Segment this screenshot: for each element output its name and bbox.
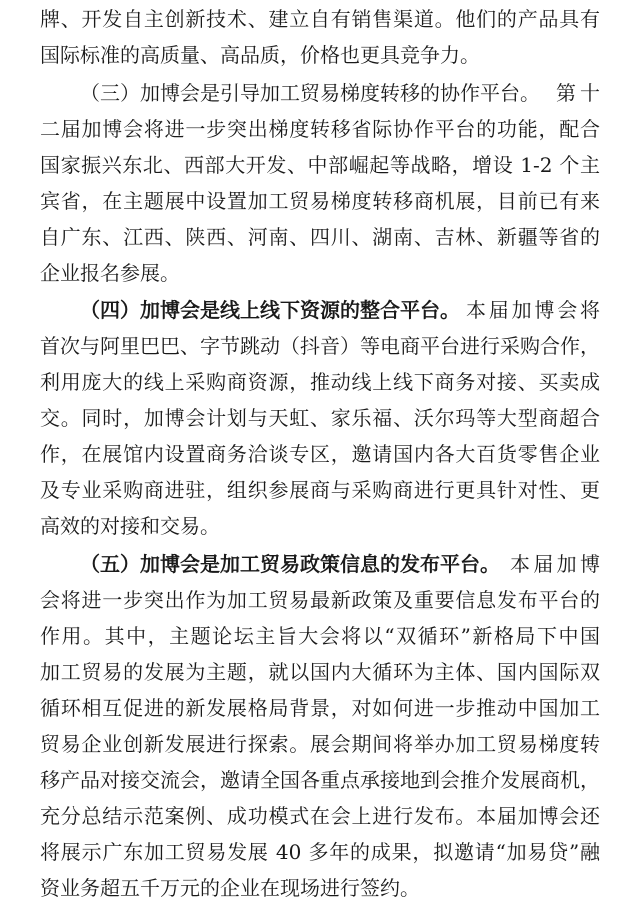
text-line: 宾省，在主题展中设置加工贸易梯度转移商机展，目前已有来 [40, 189, 600, 213]
paragraph-line [0, 691, 642, 725]
paragraph-line [0, 2, 642, 36]
paragraph-line [0, 763, 642, 797]
paragraph-line [0, 799, 642, 833]
text-line: 第十 [556, 81, 600, 105]
paragraph-line [0, 293, 642, 327]
paragraph-heading: （三）加博会是引导加工贸易梯度转移的协作平台。 [80, 81, 540, 105]
paragraph-heading: （四）加博会是线上线下资源的整合平台。 [80, 298, 460, 322]
paragraph-line [0, 473, 642, 507]
paragraph-line [0, 329, 642, 363]
paragraph-line [0, 583, 642, 617]
paragraph-line [0, 655, 642, 689]
text-line: 加工贸易的发展为主题，就以国内大循环为主体、国内国际双 [40, 660, 600, 684]
text-line: 将展示广东加工贸易发展 40 多年的成果，拟邀请“加易贷”融 [40, 840, 600, 864]
text-line: 资业务超五千万元的企业在现场进行签约。 [40, 876, 420, 900]
text-line: 及专业采购商进驻，组织参展商与采购商进行更具针对性、更 [40, 478, 600, 502]
paragraph-line [0, 619, 642, 653]
text-line: 移产品对接交流会，邀请全国各重点承接地到会推介发展商机， [40, 768, 600, 792]
text-line: 高效的对接和交易。 [40, 514, 220, 538]
paragraph-line [0, 437, 642, 471]
paragraph-line [0, 509, 642, 543]
paragraph-line [0, 547, 642, 581]
paragraph-line [0, 401, 642, 435]
text-line: 本届加博 [510, 552, 600, 576]
text-line: 作用。其中，主题论坛主旨大会将以“双循环”新格局下中国 [40, 624, 600, 648]
text-line: 充分总结示范案例、成功模式在会上进行发布。本届加博会还 [40, 804, 600, 828]
text-line: 会将进一步突出作为加工贸易最新政策及重要信息发布平台的 [40, 588, 600, 612]
text-line: 首次与阿里巴巴、字节跳动（抖音）等电商平台进行采购合作， [40, 334, 600, 358]
text-line: 利用庞大的线上采购商资源，推动线上线下商务对接、买卖成 [40, 370, 600, 394]
text-line: 贸易企业创新发展进行探索。展会期间将举办加工贸易梯度转 [40, 732, 600, 756]
paragraph-line [0, 256, 642, 290]
text-line: 作，在展馆内设置商务洽谈专区，邀请国内各大百货零售企业 [40, 442, 600, 466]
paragraph-line [0, 38, 642, 72]
paragraph-line [0, 220, 642, 254]
text-line: 自广东、江西、陕西、河南、四川、湖南、吉林、新疆等省的 [40, 225, 600, 249]
paragraph-line [0, 112, 642, 146]
paragraph-line [0, 184, 642, 218]
text-line: 国际标准的高质量、高品质，价格也更具竞争力。 [40, 43, 480, 67]
text-line: 国家振兴东北、西部大开发、中部崛起等战略，增设 1-2 个主 [40, 153, 600, 177]
text-line: 企业报名参展。 [40, 261, 180, 285]
paragraph-line [0, 835, 642, 869]
paragraph-heading: （五）加博会是加工贸易政策信息的发布平台。 [80, 552, 500, 576]
text-line: 循环相互促进的新发展格局背景，对如何进一步推动中国加工 [40, 696, 600, 720]
text-line: 牌、开发自主创新技术、建立自有销售渠道。他们的产品具有 [40, 7, 600, 31]
paragraph-line [0, 148, 642, 182]
text-line: 二届加博会将进一步突出梯度转移省际协作平台的功能，配合 [40, 117, 600, 141]
paragraph-line [0, 76, 642, 110]
paragraph-line [0, 727, 642, 761]
text-line: 本届加博会将 [466, 298, 600, 322]
text-line: 交。同时，加博会计划与天虹、家乐福、沃尔玛等大型商超合 [40, 406, 600, 430]
paragraph-line [0, 365, 642, 399]
paragraph-line [0, 871, 642, 900]
